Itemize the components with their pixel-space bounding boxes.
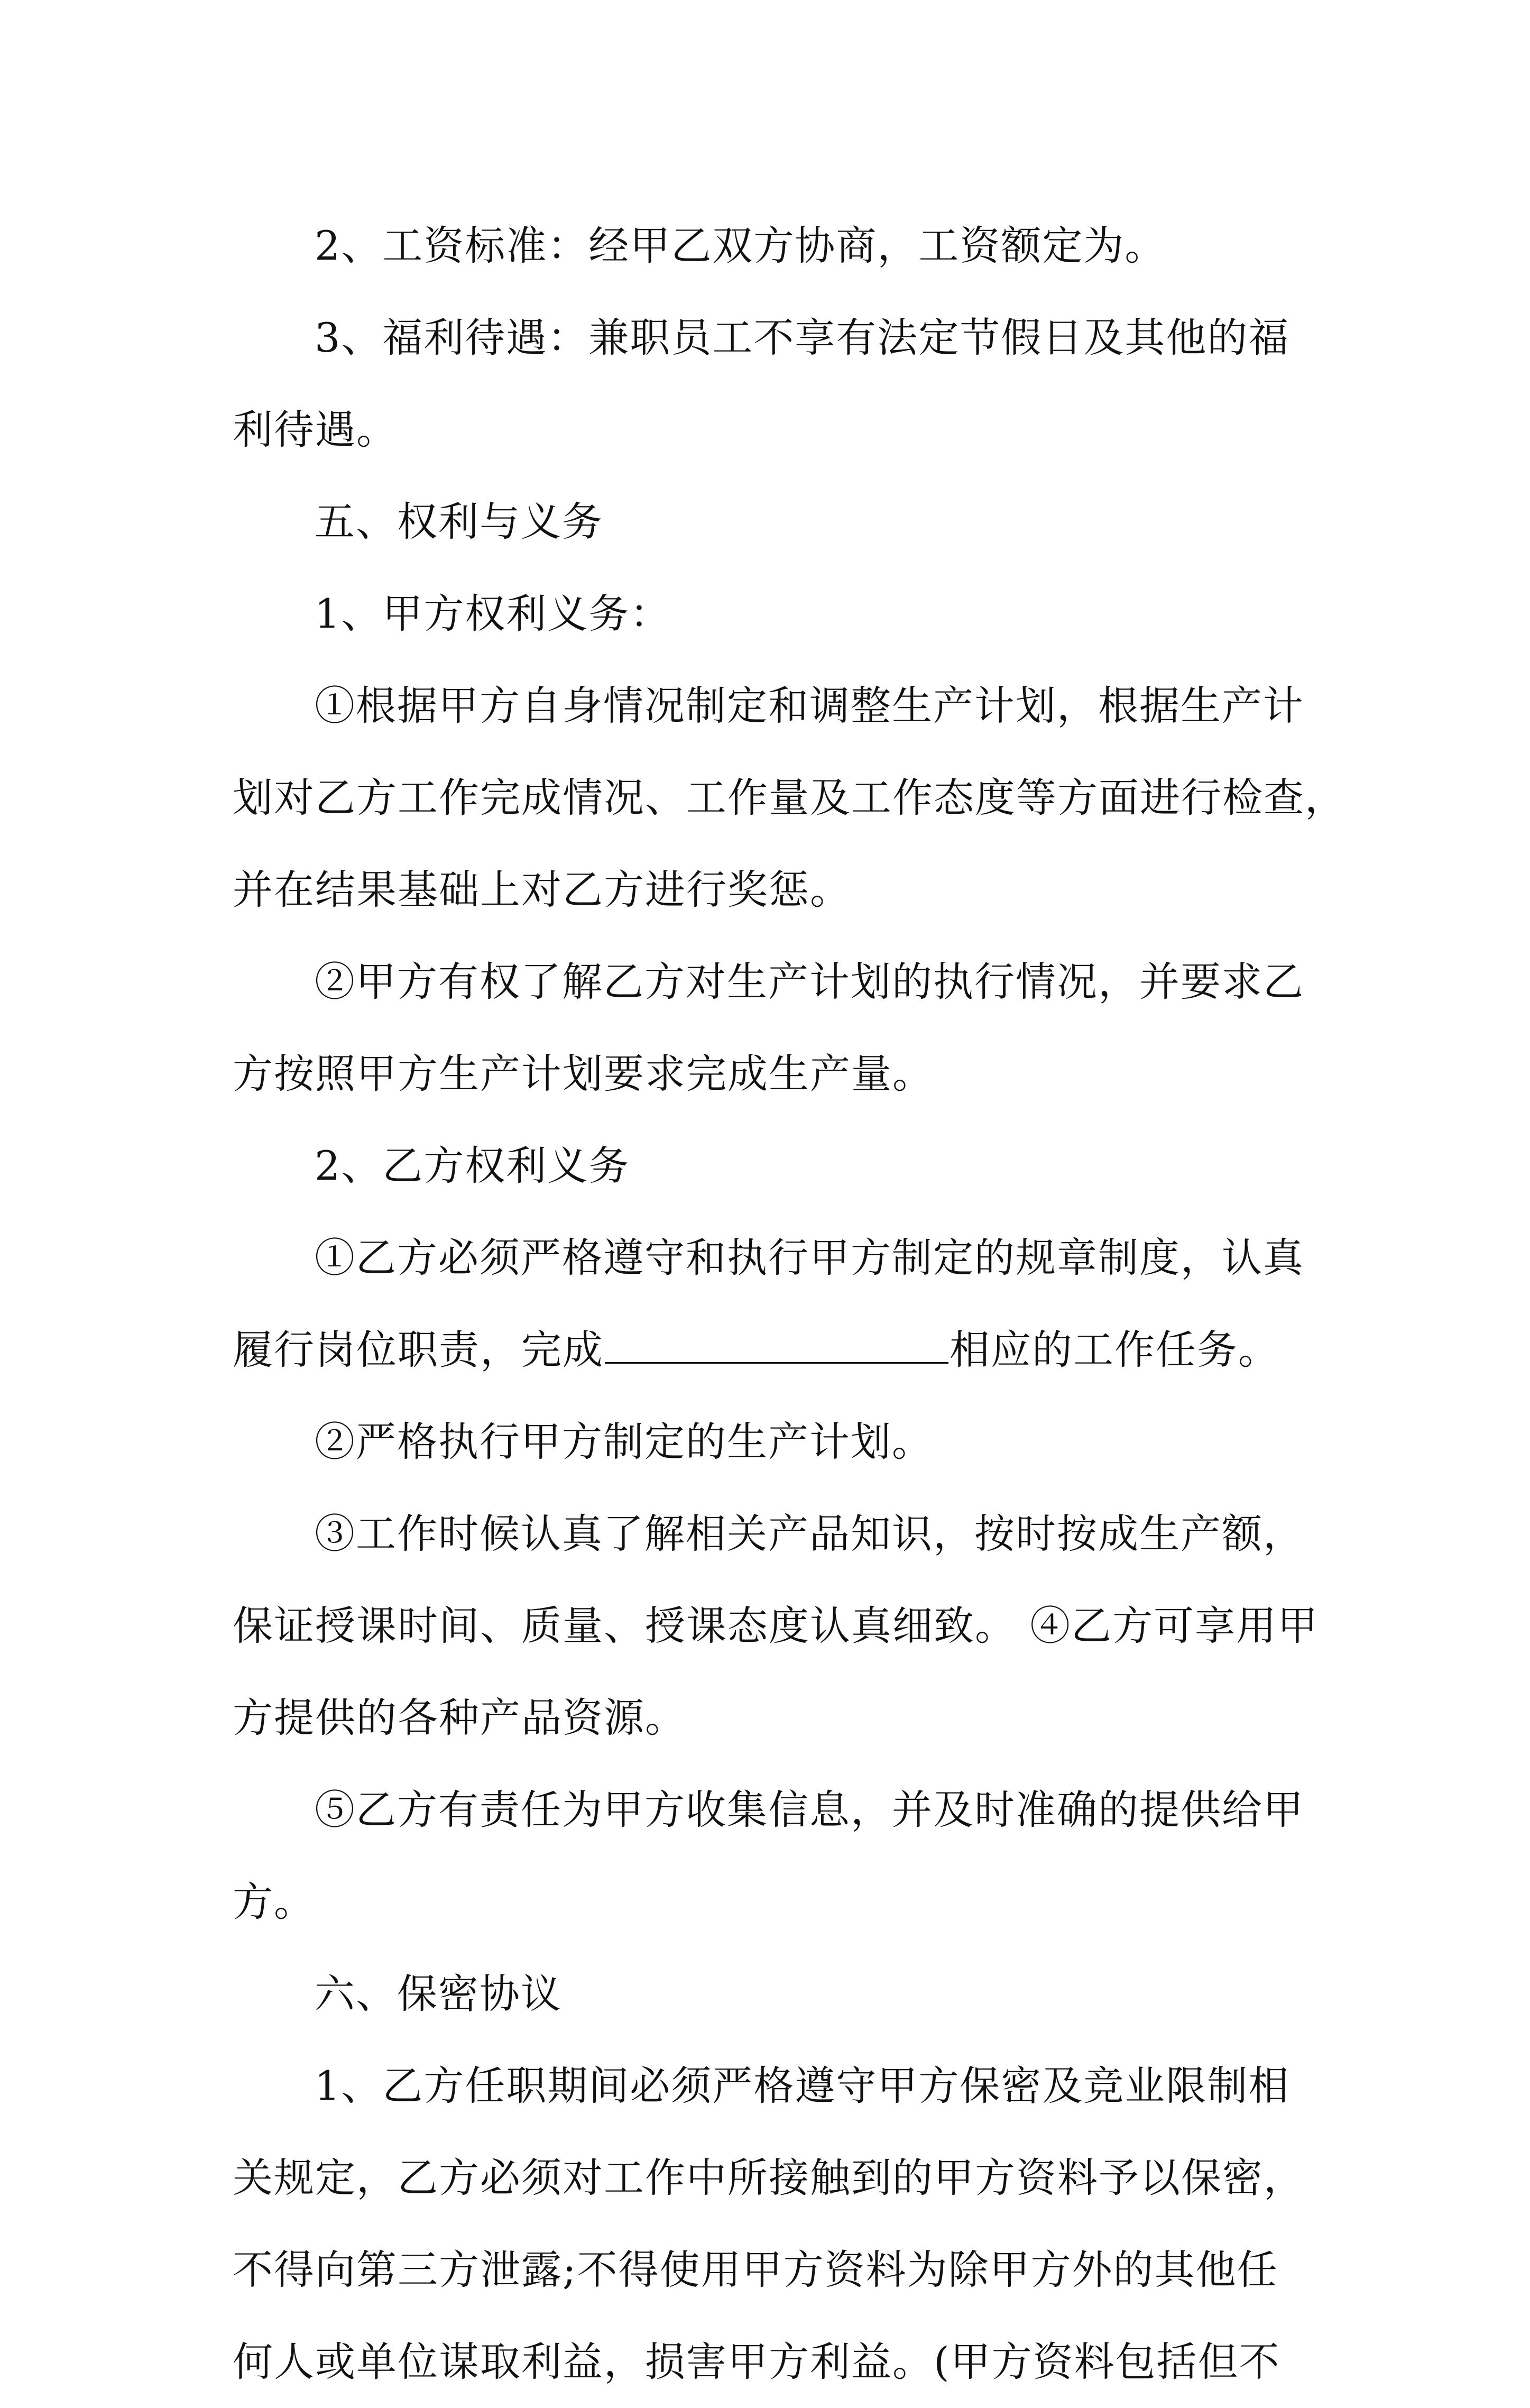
paragraph-line: 保证授课时间、质量、授课态度认真细致。 ④乙方可享用甲: [233, 1602, 1319, 1649]
paragraph-line: 2、工资标准：经甲乙双方协商，工资额定为。: [315, 222, 1166, 269]
paragraph-line: ⑤乙方有责任为甲方收集信息，并及时准确的提供给甲: [315, 1786, 1304, 1833]
subsection-heading: 1、甲方权利义务：: [315, 590, 671, 637]
paragraph-line: ②甲方有权了解乙方对生产计划的执行情况，并要求乙: [315, 958, 1304, 1005]
subsection-heading: 2、乙方权利义务: [315, 1142, 630, 1189]
section-heading: 五、权利与义务: [315, 498, 603, 545]
paragraph-line: 3、福利待遇：兼职员工不享有法定节假日及其他的福: [315, 314, 1290, 361]
paragraph-line: ③工作时候认真了解相关产品知识，按时按成生产额，: [315, 1510, 1304, 1557]
fill-in-blank: [605, 1330, 948, 1364]
section-heading: 六、保密协议: [315, 1970, 562, 2017]
paragraph-line: 何人或单位谋取利益，损害甲方利益。(甲方资料包括但不: [233, 2338, 1280, 2385]
document-body: [233, 200, 1346, 2408]
paragraph-line: ①根据甲方自身情况制定和调整生产计划，根据生产计: [315, 682, 1304, 729]
paragraph-line: 方提供的各种产品资源。: [233, 1694, 686, 1741]
paragraph-line: 方。: [233, 1878, 315, 1925]
line-text-after-blank: 相应的工作任务。: [950, 1326, 1279, 1373]
paragraph-line: ①乙方必须严格遵守和执行甲方制定的规章制度，认真: [315, 1234, 1304, 1281]
paragraph-line: ②严格执行甲方制定的生产计划。: [315, 1418, 933, 1465]
paragraph-line: 不得向第三方泄露;不得使用甲方资料为除甲方外的其他任: [233, 2246, 1278, 2293]
paragraph-line-with-blank: [233, 1304, 1311, 1396]
paragraph-line: 并在结果基础上对乙方进行奖惩。: [233, 866, 851, 913]
paragraph-line: 1、乙方任职期间必须严格遵守甲方保密及竞业限制相: [315, 2062, 1290, 2109]
line-text-before-blank: 履行岗位职责，完成: [233, 1326, 604, 1373]
paragraph-line: 方按照甲方生产计划要求完成生产量。: [233, 1050, 934, 1097]
paragraph-line: 关规定，乙方必须对工作中所接触到的甲方资料予以保密，: [233, 2154, 1305, 2201]
paragraph-line: 划对乙方工作完成情况、工作量及工作态度等方面进行检查，: [233, 774, 1346, 821]
paragraph-line: 利待遇。: [233, 406, 398, 453]
